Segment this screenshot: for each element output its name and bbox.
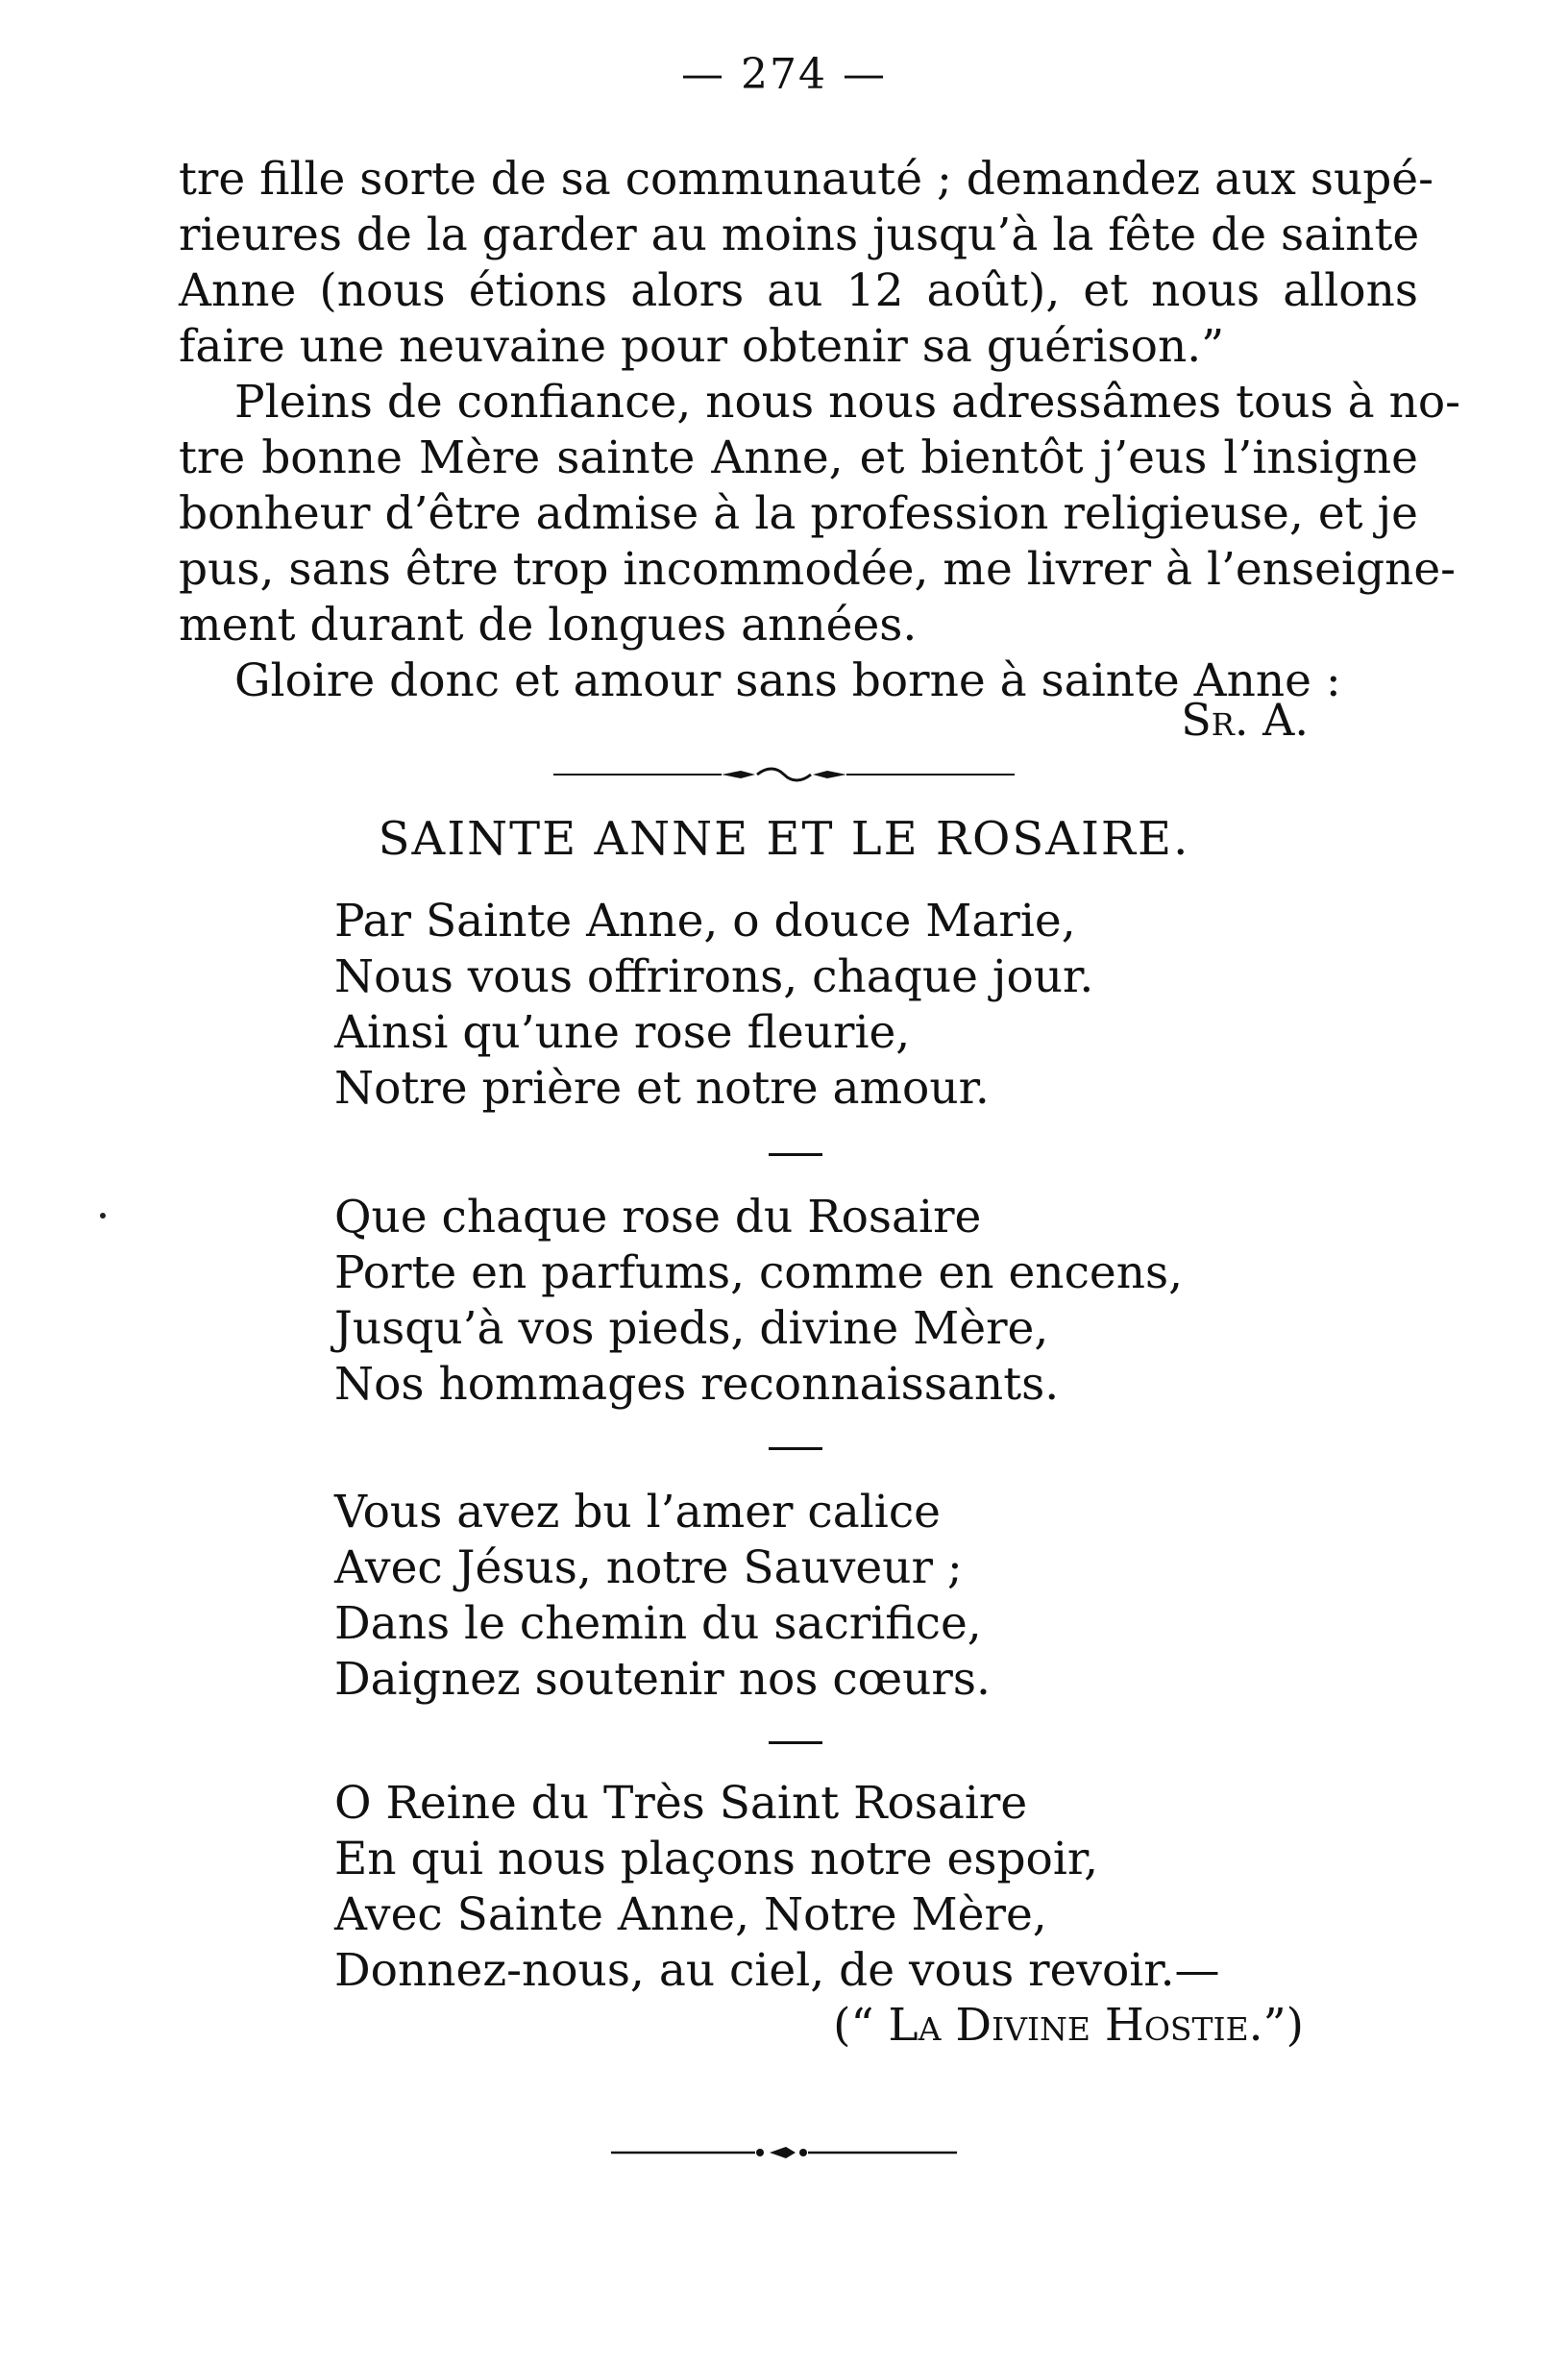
attribution-source: La Divine Hostie.	[888, 1999, 1263, 2052]
text-line: tre bonne Mère sainte Anne, et bientôt j’eus l’insigne	[179, 431, 1418, 484]
text-line: tre fille sorte de sa communauté ; demandez aux supé-	[179, 153, 1433, 206]
poem-attribution	[833, 1999, 1304, 2052]
poem-stanza	[334, 1485, 991, 1708]
ornament-rule-icon	[611, 2143, 957, 2162]
verse-line: Daignez soutenir nos cœurs.	[334, 1653, 991, 1706]
verse-line: Avec Sainte Anne, Notre Mère,	[334, 1888, 1047, 1941]
end-ornament-divider	[0, 2143, 1568, 2162]
text-line: Pleins de confiance, nous nous adressâmes tous à no-	[234, 376, 1461, 429]
verse-line: Notre prière et notre amour.	[334, 1062, 990, 1115]
verse-line: En qui nous plaçons notre espoir,	[334, 1833, 1099, 1885]
verse-line: Avec Jésus, notre Sauveur ;	[334, 1541, 963, 1594]
verse-line: Vous avez bu l’amer calice	[334, 1486, 941, 1539]
paragraph-continuation	[179, 152, 1433, 375]
verse-line: Nous vous offrirons, chaque jour.	[334, 950, 1094, 1003]
verse-line: Ainsi qu’une rose fleurie,	[334, 1006, 911, 1059]
signature: Sr. A.	[1181, 694, 1309, 746]
stanza-separator	[769, 1741, 822, 1744]
text-line: bonheur d’être admise à la profession religieuse, et je	[179, 487, 1418, 540]
poem-stanza	[334, 894, 1093, 1117]
text-line: faire une neuvaine pour obtenir sa guérison.”	[179, 320, 1225, 373]
prose-body	[179, 152, 1461, 709]
verse-line: O Reine du Très Saint Rosaire	[334, 1777, 1028, 1830]
text-line: Anne (nous étions alors au 12 août), et nous allons	[179, 264, 1418, 317]
stanza-separator	[769, 1447, 822, 1450]
margin-speck	[100, 1213, 106, 1219]
poem-title: SAINTE ANNE ET LE ROSAIRE.	[378, 812, 1190, 866]
text-line: ment durant de longues années.	[179, 599, 918, 652]
verse-line: Nos hommages reconnaissants.	[334, 1358, 1060, 1411]
stanza-separator	[769, 1153, 822, 1156]
verse-line: Dans le chemin du sacrifice,	[334, 1597, 982, 1650]
text-line: rieures de la garder au moins jusqu’à la fête de sainte	[179, 209, 1420, 261]
verse-line: Porte en parfums, comme en encens,	[334, 1246, 1184, 1299]
verse-line: Donnez-nous, au ciel, de vous revoir.—	[334, 1944, 1220, 1997]
section-ornament-divider	[0, 765, 1568, 784]
attribution-open: (“	[833, 1999, 889, 2052]
verse-line: Que chaque rose du Rosaire	[334, 1191, 982, 1244]
page-number: — 274 —	[681, 50, 887, 99]
text-line: pus, sans être trop incommodée, me livrer à l’enseigne-	[179, 543, 1457, 596]
attribution-close: ”)	[1262, 1999, 1304, 2052]
paragraph	[179, 375, 1461, 653]
verse-line: Jusqu’à vos pieds, divine Mère,	[334, 1302, 1049, 1355]
text-line: Gloire donc et amour sans borne à sainte Anne :	[234, 654, 1341, 707]
poem-stanza	[334, 1190, 1183, 1413]
poem-stanza	[334, 1776, 1220, 1999]
ornament-rule-icon	[553, 765, 1015, 784]
verse-line: Par Sainte Anne, o douce Marie,	[334, 895, 1076, 948]
